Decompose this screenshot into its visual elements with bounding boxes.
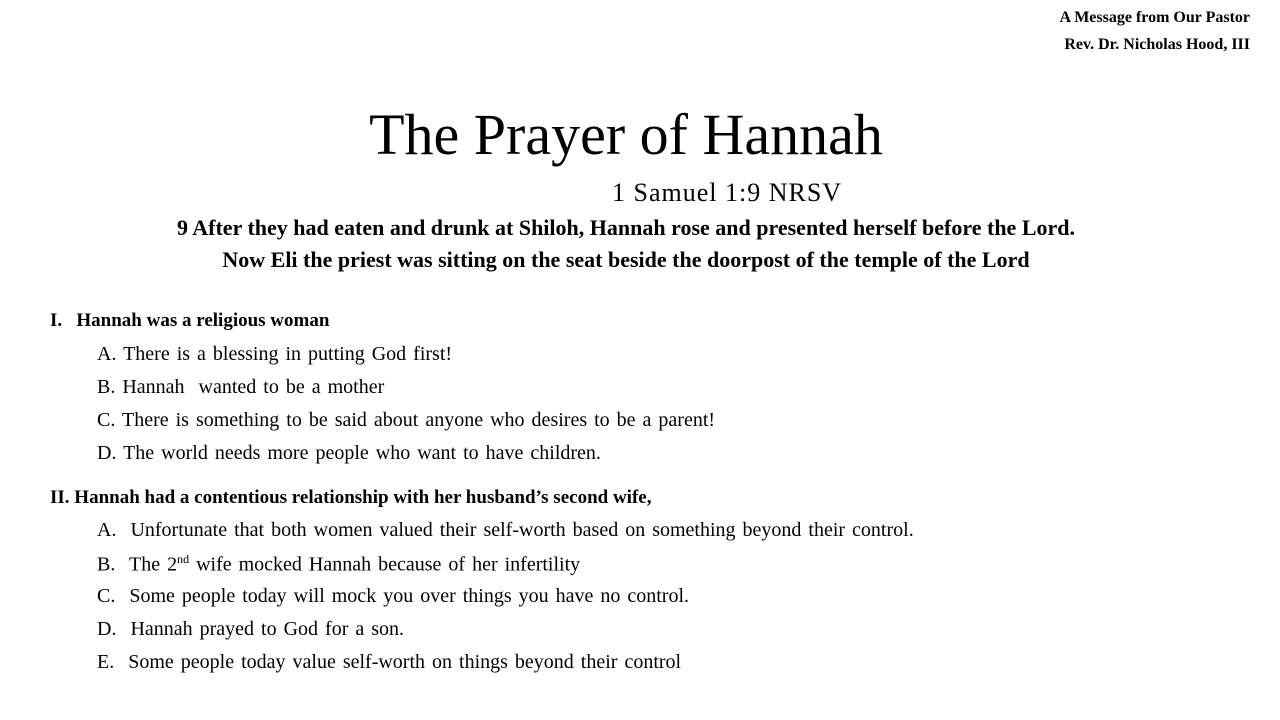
- item-text: wife mocked Hannah because of her infertility: [189, 553, 581, 576]
- section-heading-1: I. Hannah was a religious woman: [50, 310, 330, 331]
- page-title: The Prayer of Hannah: [369, 102, 883, 167]
- ordinal-suffix: nd: [177, 552, 190, 566]
- verse-line-1: 9 After they had eaten and drunk at Shiloh, Hannah rose and presented herself before the Lord.: [176, 215, 1075, 240]
- header-line-1: A Message from Our Pastor: [1059, 9, 1250, 26]
- item-text: B. The 2: [97, 553, 178, 576]
- list-item: E. Some people today value self-worth on things beyond their control: [97, 651, 682, 673]
- list-item: B. Hannah wanted to be a mother: [97, 376, 385, 398]
- list-item: C. Some people today will mock you over things you have no control.: [97, 585, 690, 607]
- header-line-2: Rev. Dr. Nicholas Hood, III: [1064, 36, 1250, 53]
- list-item: D. The world needs more people who want to have children.: [97, 442, 601, 464]
- list-item: [97, 553, 580, 575]
- verse-line-2: Now Eli the priest was sitting on the seat beside the doorpost of the temple of the Lord: [222, 247, 1030, 272]
- scripture-reference: 1 Samuel 1:9 NRSV: [612, 178, 843, 207]
- list-item: D. Hannah prayed to God for a son.: [97, 618, 405, 640]
- list-item: A. Unfortunate that both women valued their self-worth based on something beyond their control.: [97, 519, 914, 541]
- list-item: A. There is a blessing in putting God first!: [97, 343, 453, 365]
- section-heading-2: II. Hannah had a contentious relationship with her husband’s second wife,: [50, 487, 652, 508]
- list-item: C. There is something to be said about anyone who desires to be a parent!: [97, 409, 716, 431]
